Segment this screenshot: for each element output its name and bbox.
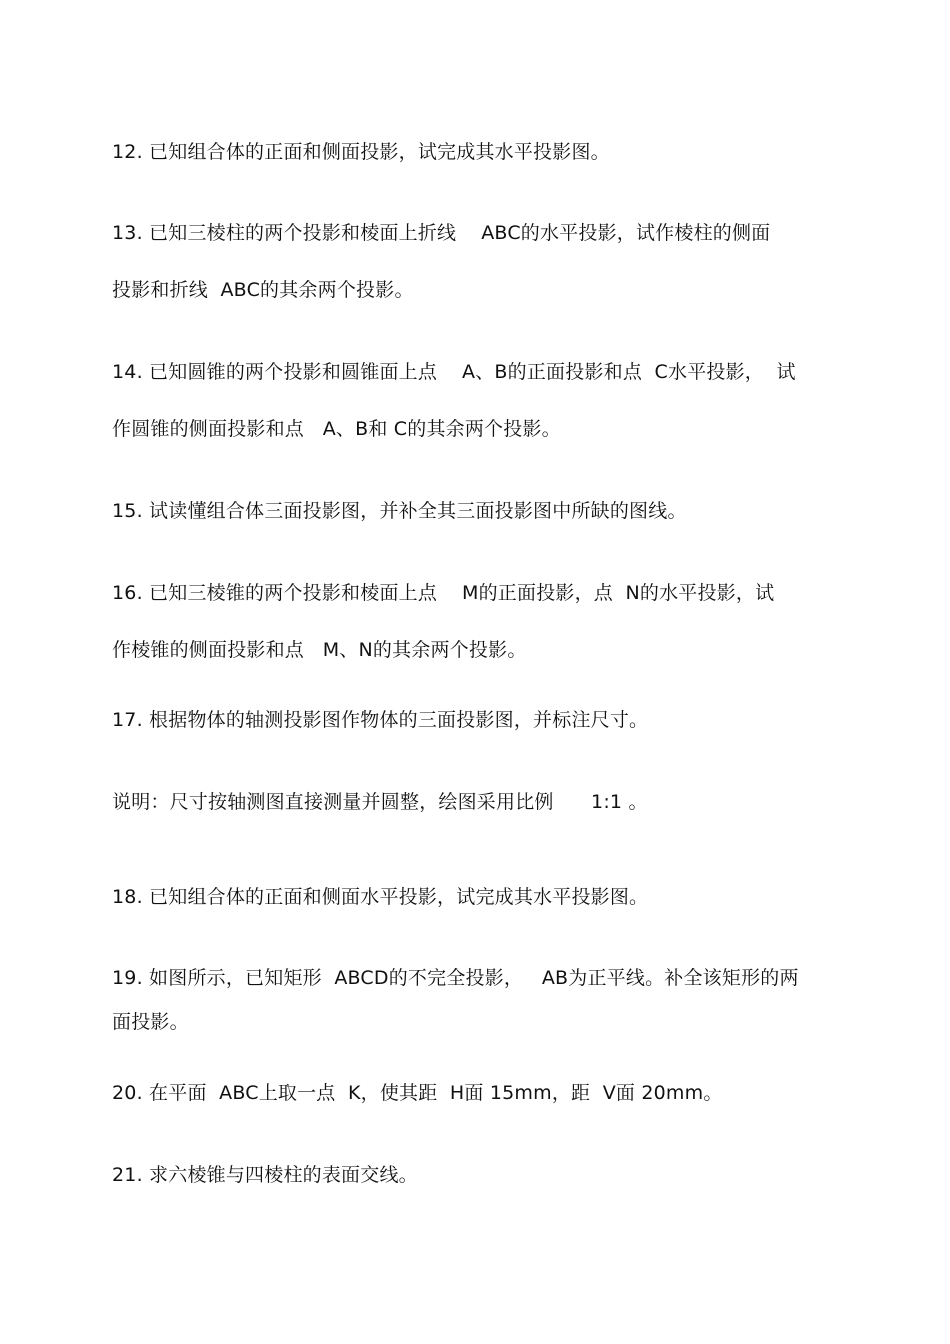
item-15-line-1: 15. 试读懂组合体三面投影图，并补全其三面投影图中所缺的图线。: [112, 500, 687, 522]
item-12-line-1: 12. 已知组合体的正面和侧面投影，试完成其水平投影图。: [112, 141, 610, 163]
item-13-line-2: 投影和折线 ABC的其余两个投影。: [112, 279, 414, 301]
item-13-line-1: 13. 已知三棱柱的两个投影和棱面上折线 ABC的水平投影，试作棱柱的侧面: [112, 222, 771, 244]
item-18-line-1: 18. 已知组合体的正面和侧面水平投影，试完成其水平投影图。: [112, 886, 649, 908]
note-line: 说明：尺寸按轴测图直接测量并圆整，绘图采用比例 1:1 。: [112, 791, 648, 813]
item-19-line-2: 面投影。: [112, 1011, 189, 1033]
item-17-line-1: 17. 根据物体的轴测投影图作物体的三面投影图，并标注尺寸。: [112, 709, 649, 731]
item-19-line-1: 19. 如图所示，已知矩形 ABCD的不完全投影， AB为正平线。补全该矩形的两: [112, 967, 799, 989]
item-16-line-2: 作棱锥的侧面投影和点 M、N的其余两个投影。: [112, 639, 527, 661]
item-14-line-1: 14. 已知圆锥的两个投影和圆锥面上点 A、B的正面投影和点 C水平投影， 试: [112, 361, 796, 383]
item-14-line-2: 作圆锥的侧面投影和点 A、B和 C的其余两个投影。: [112, 418, 561, 440]
item-20-line-1: 20. 在平面 ABC上取一点 K，使其距 H面 15mm，距 V面 20mm。: [112, 1082, 723, 1104]
item-16-line-1: 16. 已知三棱锥的两个投影和棱面上点 M的正面投影，点 N的水平投影，试: [112, 582, 775, 604]
item-21-line-1: 21. 求六棱锥与四棱柱的表面交线。: [112, 1164, 418, 1186]
